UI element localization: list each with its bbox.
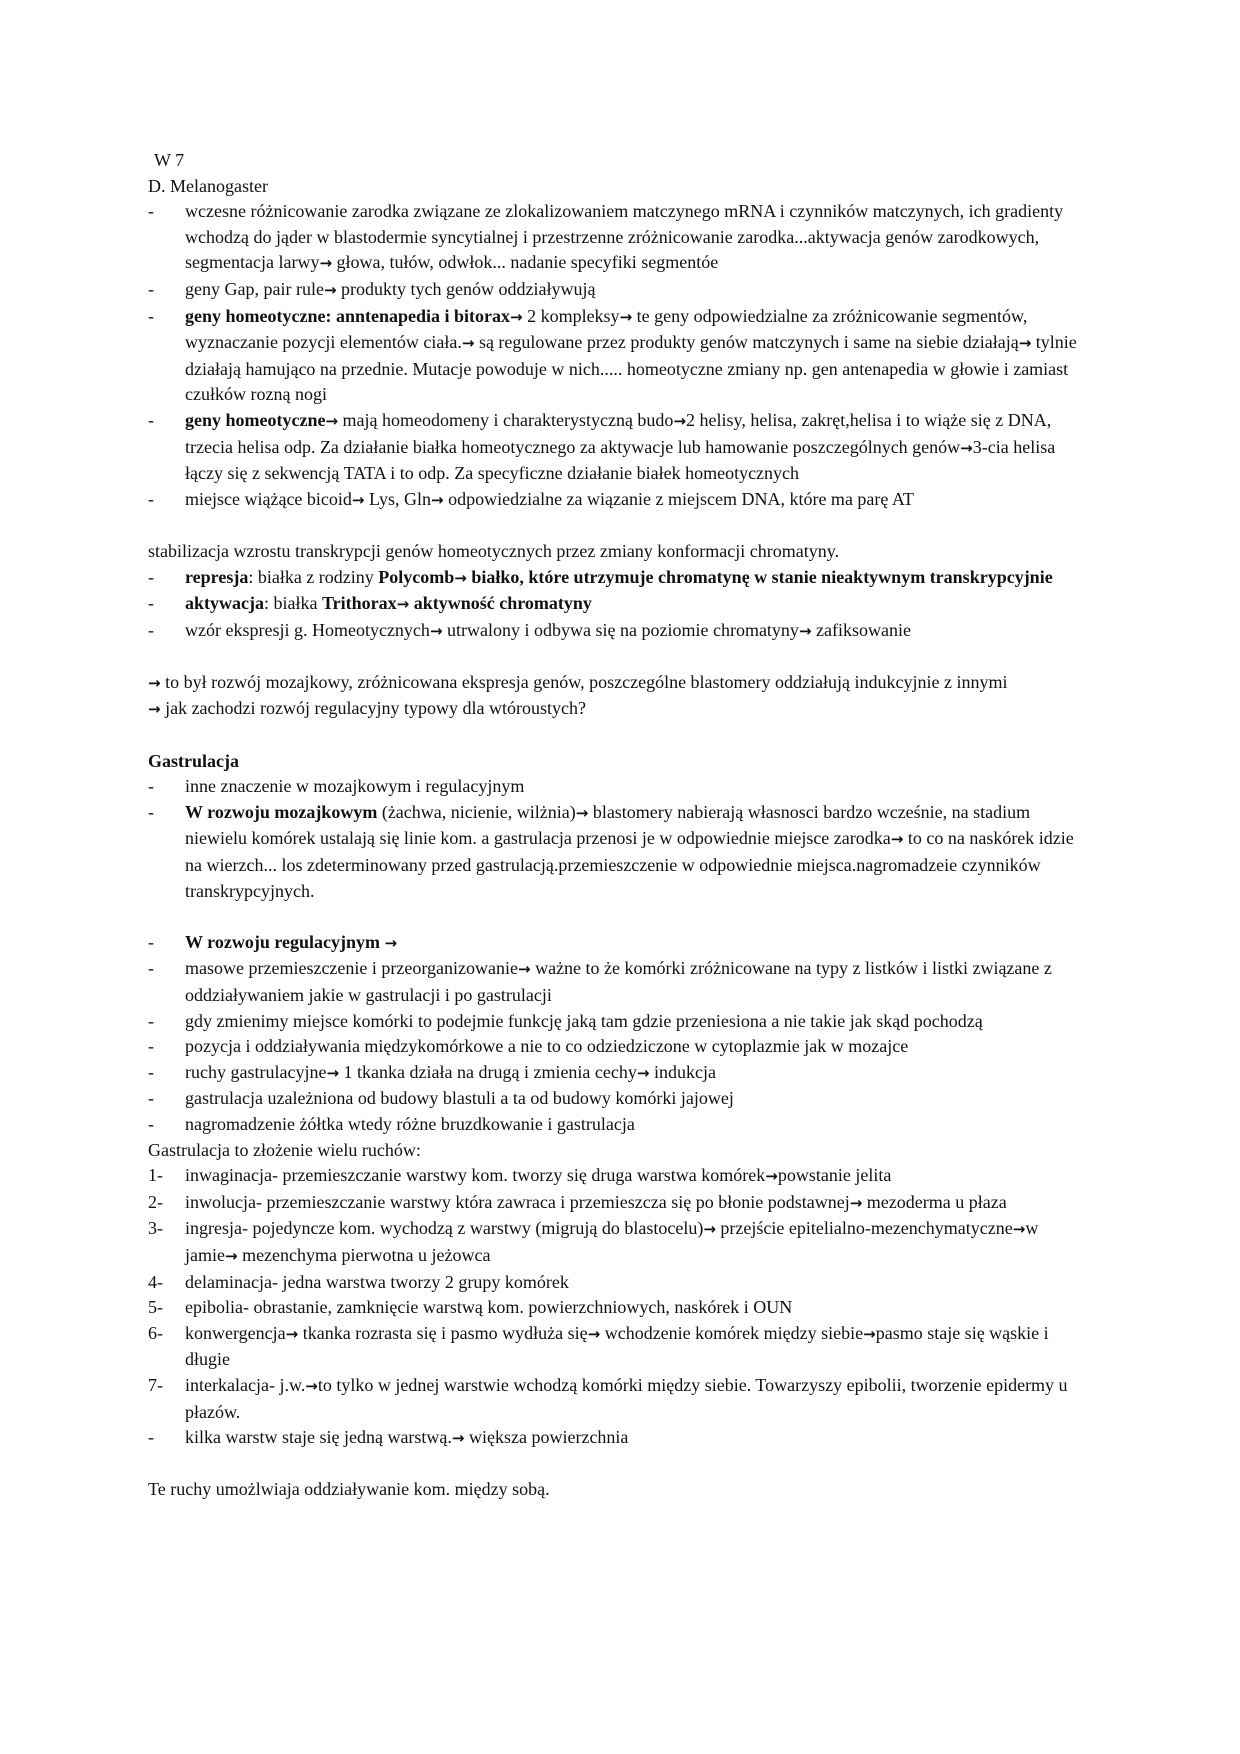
list-item-text [185, 1163, 1093, 1190]
list-item [148, 1163, 1093, 1190]
text-segment: mezoderma u płaza [862, 1191, 1007, 1212]
list-item-text [185, 1270, 1093, 1296]
list-marker: - [148, 958, 154, 979]
arrow-icon: → [319, 254, 333, 273]
list-item [148, 774, 1093, 800]
text-segment: Lys, Gln [364, 488, 432, 509]
document-page [148, 148, 1093, 1503]
list-item-text [185, 277, 1093, 304]
note-line [148, 670, 1093, 697]
list-item [148, 487, 1093, 514]
bold-text: W rozwoju regulacyjnym [185, 931, 385, 952]
list-item-text [185, 1425, 1093, 1452]
arrow-icon: → [351, 490, 365, 509]
gastrulation-list-regulative [148, 930, 1093, 1138]
list-marker: 2- [148, 1191, 163, 1212]
bold-text: geny homeotyczne: anntenapedia i bitorax [185, 305, 510, 326]
spacer [148, 644, 1093, 670]
text-segment: ważne to że komórki zróżnicowane na typy z listków i listki związane z oddziaływaniem jakie w gastrulacji i po gastrulacji [185, 958, 1052, 1005]
list-item-text [185, 1086, 1093, 1112]
arrow-icon: → [960, 438, 973, 457]
list-marker: - [148, 776, 154, 797]
arrow-icon: → [396, 595, 410, 614]
list-marker: - [148, 1088, 154, 1109]
arrow-icon: → [384, 933, 398, 952]
closing-sentence: Te ruchy umożlwiaja oddziaływanie kom. między sobą. [148, 1479, 550, 1500]
text-segment: utrwalony i odbywa się na poziomie chromatyny [442, 619, 799, 640]
text-segment: wczesne różnicowanie zarodka związane ze zlokalizowaniem matczynego mRNA i czynników matczynych, ich gradienty wchodzą do jąder w blastodermie syncytialnej i przestrzenne zróżnicowanie zarodka...aktywacja genów zarodkowych, segmentacja larwy [185, 201, 1064, 273]
arrow-icon: → [451, 1429, 465, 1448]
spacer [148, 904, 1093, 930]
text-segment: ingresja- pojedyncze kom. wychodzą z warstwy (migrują do blastocelu) [185, 1218, 704, 1239]
arrow-icon: → [326, 1063, 340, 1082]
text-segment: zafiksowanie [811, 619, 911, 640]
spacer [148, 513, 1093, 539]
text-segment: nagromadzenie żółtka wtedy różne bruzdkowanie i gastrulacja [185, 1113, 635, 1134]
text-segment: (żachwa, nicienie, wilżnia) [377, 801, 576, 822]
spacer [148, 1452, 1093, 1478]
list-item-text [185, 1295, 1093, 1321]
arrow-icon: → [849, 1193, 863, 1212]
list-item [148, 199, 1093, 277]
text-segment: inwaginacja- przemieszczanie warstwy kom. tworzy się druga warstwa komórek [185, 1165, 766, 1186]
text-segment: epibolia- obrastanie, zamknięcie warstwą kom. powierzchniowych, naskórek i OUN [185, 1297, 793, 1318]
arrow-icon: → [890, 830, 904, 849]
list-item [148, 304, 1093, 408]
arrow-icon: → [1018, 334, 1032, 353]
list-marker: - [148, 619, 154, 640]
text-segment: ruchy gastrulacyjne [185, 1061, 327, 1082]
list-item [148, 1034, 1093, 1060]
arrow-icon: → [148, 673, 161, 692]
text-segment: wchodzenie komórek między siebie [600, 1322, 864, 1343]
list-marker: - [148, 1113, 154, 1134]
arrow-icon: → [224, 1246, 238, 1265]
text-segment: delaminacja- jedna warstwa tworzy 2 grupy komórek [185, 1271, 569, 1292]
arrow-icon: → [619, 307, 633, 326]
list-marker: - [148, 488, 154, 509]
list-marker: - [148, 593, 154, 614]
bold-text: aktywność chromatyny [409, 593, 592, 614]
list-item-text [185, 1060, 1093, 1087]
list-item [148, 591, 1093, 618]
arrow-icon: → [703, 1220, 716, 1239]
list-item-text [185, 487, 1093, 514]
arrow-icon: → [518, 960, 531, 979]
document-title: W 7 [154, 150, 185, 170]
text-segment: pasmo staje się wąskie i długie [185, 1322, 1049, 1370]
list-item-text [185, 1321, 1093, 1373]
list-item [148, 930, 1093, 957]
text-segment: gastrulacja uzależniona od budowy blastuli a ta od budowy komórki jajowej [185, 1088, 734, 1109]
bold-text: aktywacja [185, 593, 264, 614]
text-segment: gdy zmienimy miejsce komórki to podejmie funkcję jaką tam gdzie przeniesiona a nie takie jak skąd pochodzą [185, 1010, 983, 1031]
list-marker: - [148, 1061, 154, 1082]
list-marker: - [148, 409, 154, 430]
text-segment: interkalacja- j.w. [185, 1374, 306, 1395]
arrow-icon: → [575, 803, 589, 822]
text-segment: to co na naskórek idzie na wierzch... los zdeterminowany przed gastrulacją.przemieszczenie w odpowiednie miejsca.nagromadzeie czynników transkrypcyjnych. [185, 828, 1074, 901]
list-item [148, 1086, 1093, 1112]
bold-text: represja [185, 566, 249, 587]
list-item-text [185, 1373, 1093, 1425]
list-marker: - [148, 801, 154, 822]
text-segment: tkanka rozrasta się i pasmo wydłuża się [298, 1322, 588, 1343]
list-marker: 3- [148, 1218, 163, 1239]
text-segment: te geny odpowiedzialne za zróżnicowanie segmentów, wyznaczanie pozycji elementów ciała. [185, 305, 1028, 353]
text-segment: większa powierzchnia [464, 1427, 629, 1448]
arrow-icon: → [461, 334, 475, 353]
arrow-icon: → [431, 490, 444, 509]
arrow-icon: → [1012, 1220, 1026, 1239]
gastrulation-list-mosaic [148, 774, 1093, 904]
text-segment: 1 tkanka działa na drugą i zmienia cechy [339, 1061, 637, 1082]
arrow-icon: → [285, 1324, 299, 1343]
list-item [148, 1373, 1093, 1425]
arrow-icon: → [325, 411, 339, 430]
bold-text: białko, które utrzymuje chromatynę w stanie nieaktywnym transkrypcyjnie [466, 566, 1053, 587]
list-item-text [185, 304, 1093, 408]
text-segment: 2 helisy, helisa, zakręt,helisa i to wiąże się z DNA, trzecia helisa odp. Za działanie białka homeotycznego za aktywacje lub hamowanie poszczególnych genów [185, 409, 1052, 457]
gastrulation-moves-list [148, 1163, 1093, 1452]
bold-text: W rozwoju mozajkowym [185, 801, 378, 822]
list-marker: - [148, 201, 154, 222]
text-segment: pozycja i oddziaływania międzykomórkowe a nie to co odziedziczone w cytoplazmie jak w mozajce [185, 1036, 909, 1057]
text-segment: : białka z rodziny [248, 566, 379, 587]
spacer [148, 723, 1093, 749]
text-segment: przejście epitelialno-mezenchymatyczne [715, 1218, 1013, 1239]
list-marker: - [148, 1427, 154, 1448]
text-segment: tylnie działają hamująco na przednie. Mutacje powoduje w nich..... homeotyczne zmiany np. gen antenapedia w głowie i zamiast czułków rozną nogi [185, 332, 1077, 405]
text-segment: masowe przemieszczenie i przeorganizowanie [185, 958, 518, 979]
list-item [148, 618, 1093, 645]
development-notes [148, 670, 1093, 723]
list-item [148, 1060, 1093, 1087]
list-item [148, 565, 1093, 592]
arrow-icon: → [636, 1063, 650, 1082]
arrow-icon: → [429, 621, 443, 640]
text-segment: inwolucja- przemieszczanie warstwy która zawraca i przemieszcza się po błonie podstawnej [185, 1191, 850, 1212]
list-marker: 5- [148, 1297, 163, 1318]
list-item [148, 1425, 1093, 1452]
arrow-icon: → [587, 1324, 601, 1343]
text-segment: indukcja [649, 1061, 716, 1082]
list-item [148, 1270, 1093, 1296]
text-segment: geny Gap, pair rule [185, 278, 324, 299]
list-item-text [185, 956, 1093, 1008]
list-item [148, 1216, 1093, 1269]
text-segment: jak zachodzi rozwój regulacyjny typowy dla wtóroustych? [160, 698, 586, 719]
text-segment: są regulowane przez produkty genów matczynych i same na siebie działają [474, 332, 1019, 353]
text-segment: inne znaczenie w mozajkowym i regulacyjnym [185, 776, 525, 797]
arrow-icon: → [454, 568, 467, 587]
list-marker: - [148, 566, 154, 587]
arrow-icon: → [509, 307, 523, 326]
list-item-text [185, 774, 1093, 800]
text-segment: w jamie [185, 1218, 1039, 1265]
list-marker: 7- [148, 1374, 163, 1395]
chromatin-list [148, 565, 1093, 645]
text-segment: konwergencja [185, 1322, 286, 1343]
list-marker: - [148, 278, 154, 299]
arrow-icon: → [323, 280, 337, 299]
section-heading-melanogaster: D. Melanogaster [148, 175, 268, 196]
arrow-icon: → [798, 621, 812, 640]
text-segment: kilka warstw staje się jedną warstwą. [185, 1427, 452, 1448]
text-segment: miejsce wiążące bicoid [185, 488, 352, 509]
text-segment: 2 kompleksy [522, 305, 620, 326]
list-item [148, 1112, 1093, 1138]
melanogaster-list [148, 199, 1093, 513]
list-item [148, 1190, 1093, 1217]
list-item-text [185, 800, 1093, 904]
text-segment: wzór ekspresji g. Homeotycznych [185, 619, 430, 640]
list-marker: - [148, 1036, 154, 1057]
arrow-icon: → [673, 411, 687, 430]
list-item-text [185, 618, 1093, 645]
list-item-text [185, 408, 1093, 487]
list-item-text [185, 930, 1093, 957]
list-item [148, 1295, 1093, 1321]
list-item-text [185, 565, 1093, 592]
arrow-icon: → [148, 700, 161, 719]
text-segment: głowa, tułów, odwłok... nadanie specyfiki segmentóe [332, 252, 719, 273]
text-segment: to był rozwój mozajkowy, zróżnicowana ekspresja genów, poszczególne blastomery oddziałują indukcyjnie z innymi [160, 671, 1008, 692]
bold-text: Polycomb [378, 566, 455, 587]
list-item-text [185, 1034, 1093, 1060]
list-item [148, 956, 1093, 1008]
list-item-text [185, 591, 1093, 618]
note-line [148, 696, 1093, 723]
list-item-text [185, 1112, 1093, 1138]
list-item-text [185, 1190, 1093, 1217]
arrow-icon: → [863, 1324, 876, 1343]
text-segment: produkty tych genów oddziaływują [336, 278, 596, 299]
arrow-icon: → [765, 1167, 778, 1186]
section-heading-gastrulacja: Gastrulacja [148, 750, 239, 771]
list-marker: - [148, 1010, 154, 1031]
text-segment: blastomery nabierają własnosci bardzo wcześnie, na stadium niewielu komórek ustalają się linie kom. a gastrulacja przenosi je w odpowiednie miejsce zarodka [185, 801, 1031, 849]
gastrulation-moves-intro: Gastrulacja to złożenie wielu ruchów: [148, 1139, 421, 1160]
arrow-icon: → [305, 1376, 318, 1395]
list-item-text [185, 1009, 1093, 1035]
list-marker: 6- [148, 1322, 163, 1343]
bold-text: Trithorax [321, 593, 397, 614]
chromatin-intro: stabilizacja wzrostu transkrypcji genów homeotycznych przez zmiany konformacji chromatyny. [148, 540, 840, 561]
text-segment: powstanie jelita [777, 1165, 892, 1186]
text-segment: to tylko w jednej warstwie wchodzą komórki między siebie. Towarzyszy epibolii, tworzenie epidermy u płazów. [185, 1374, 1068, 1422]
text-segment: odpowiedzialne za wiązanie z miejscem DNA, które ma parę AT [443, 488, 914, 509]
text-segment: 3-cia helisa łączy się z sekwencją TATA i to odp. Za specyficzne działanie białek homeotycznych [185, 436, 1056, 484]
list-item-text [185, 1216, 1093, 1269]
text-segment: mezenchyma pierwotna u jeżowca [237, 1244, 491, 1265]
list-item [148, 1321, 1093, 1373]
list-item [148, 408, 1093, 487]
list-item [148, 800, 1093, 904]
list-marker: - [148, 305, 154, 326]
bold-text: geny homeotyczne [185, 409, 326, 430]
list-item [148, 1009, 1093, 1035]
text-segment: mają homeodomeny i charakterystyczną budo [338, 409, 674, 430]
list-marker: 4- [148, 1271, 163, 1292]
list-marker: 1- [148, 1165, 163, 1186]
list-marker: - [148, 931, 154, 952]
text-segment: : białka [264, 593, 322, 614]
list-item [148, 277, 1093, 304]
list-item-text [185, 199, 1093, 277]
